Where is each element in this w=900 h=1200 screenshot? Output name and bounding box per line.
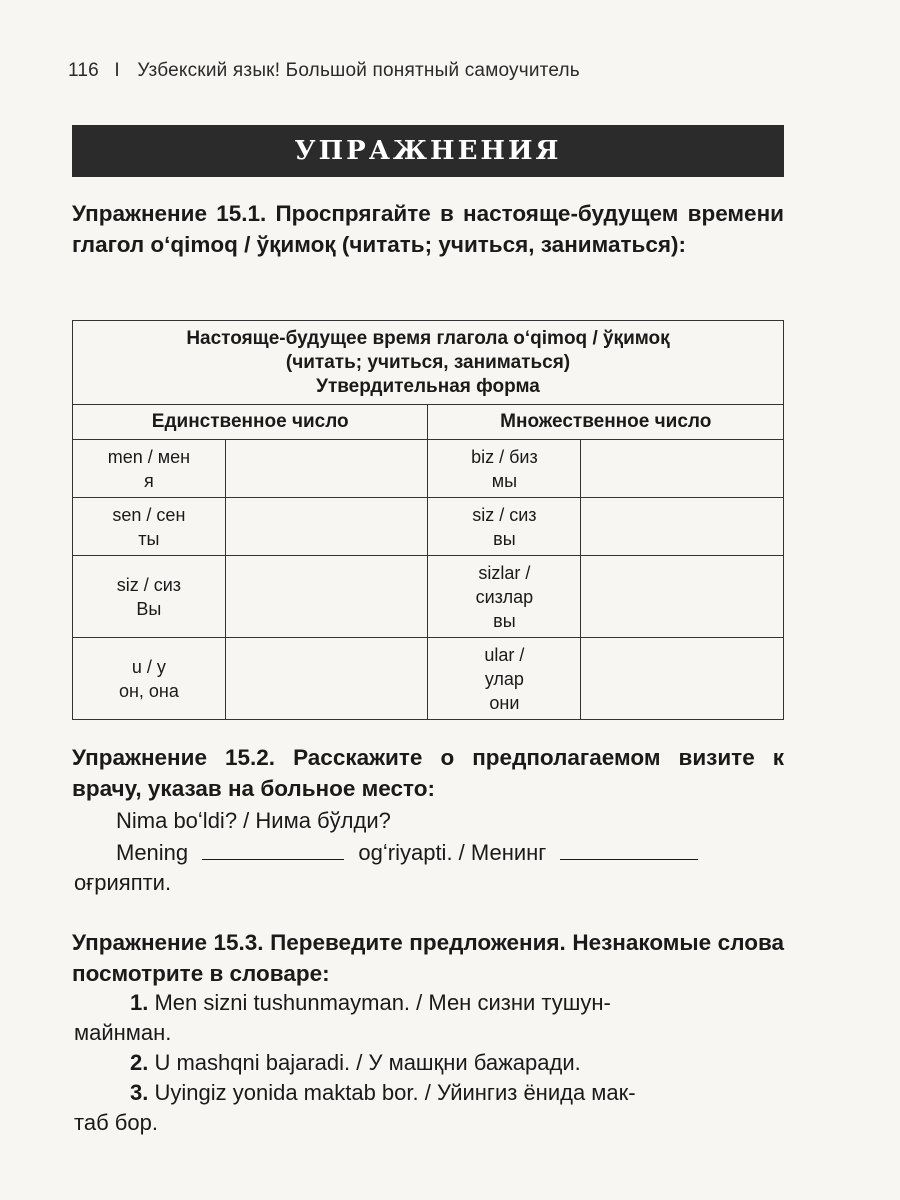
item-text: U mashqni bajaradi. / У машқни бажаради. [154, 1050, 581, 1075]
item-number: 2. [130, 1050, 149, 1075]
table-row [73, 556, 784, 638]
plural-pronoun-cell [428, 498, 581, 556]
page-number: 116 [68, 60, 99, 81]
exercise-15-2-line: оғрияпти. [74, 870, 172, 895]
table-title-line: Настояще-будущее время глагола oʻqimoq / ўқимоқ [186, 327, 670, 349]
item-number: 3. [130, 1080, 149, 1105]
pronoun-text: сизлар [475, 586, 534, 607]
plural-pronoun-cell [428, 556, 581, 638]
plural-answer-cell [581, 498, 784, 556]
table-title [73, 321, 784, 405]
item-number: 1. [130, 990, 149, 1015]
conjugation-table [72, 320, 784, 720]
list-item [130, 988, 611, 1018]
singular-pronoun-cell [73, 556, 226, 638]
pronoun-text: sizlar / [478, 562, 531, 583]
list-item [130, 1078, 636, 1108]
section-title: УПРАЖНЕНИЯ [294, 136, 562, 166]
table-title-line: Утвердительная форма [316, 375, 540, 397]
plural-answer-cell [581, 556, 784, 638]
pronoun-translation: они [489, 692, 520, 713]
singular-answer-cell [225, 440, 428, 498]
plural-answer-cell [581, 440, 784, 498]
pronoun-text: sen / сен [112, 504, 186, 525]
pronoun-text: u / у [131, 656, 166, 677]
pronoun-text: biz / биз [471, 446, 538, 467]
pronoun-translation: ты [138, 528, 160, 549]
singular-pronoun-cell [73, 440, 226, 498]
pronoun-translation: Вы [136, 598, 162, 619]
pronoun-text: улар [484, 668, 524, 689]
plural-pronoun-cell [428, 638, 581, 720]
table-row [73, 440, 784, 498]
exercise-15-2-line [116, 838, 698, 868]
singular-answer-cell [225, 556, 428, 638]
table-row [73, 498, 784, 556]
table-row [73, 638, 784, 720]
list-item [130, 1048, 581, 1078]
exercise-15-2-line: Nima boʻldi? / Нима бўлди? [116, 808, 391, 833]
pronoun-text: siz / сиз [116, 574, 182, 595]
pronoun-translation: вы [493, 610, 516, 631]
plural-pronoun-cell [428, 440, 581, 498]
header-separator: I [114, 60, 120, 81]
plural-answer-cell [581, 638, 784, 720]
book-title: Узбекский язык! Большой понятный самоучитель [137, 60, 580, 81]
item-text: Uyingiz yonida maktab bor. / Уйингиз ёнида мак- [154, 1080, 636, 1105]
pronoun-text: men / мен [107, 446, 191, 467]
singular-pronoun-cell [73, 638, 226, 720]
answer-blank[interactable] [202, 841, 344, 860]
exercise-15-1-heading: Упражнение 15.1. Проспрягайте в настояще-будущем времени глагол oʻqimoq / ўқимоқ (читать; учиться, заниматься): [72, 201, 784, 257]
pronoun-translation: я [144, 470, 154, 491]
item-text: Men sizni tushunmayman. / Мен сизни тушун- [154, 990, 611, 1015]
column-header-singular: Единственное число [73, 405, 428, 440]
pronoun-text: siz / сиз [472, 504, 537, 525]
column-header-plural: Множественное число [428, 405, 784, 440]
table-title-line: (читать; учиться, заниматься) [285, 351, 571, 373]
line-text: Mening [116, 840, 189, 865]
singular-answer-cell [225, 638, 428, 720]
answer-blank[interactable] [560, 841, 698, 860]
pronoun-text: ular / [484, 644, 525, 665]
list-item-continuation: таб бор. [74, 1110, 158, 1135]
line-text: ogʻriyapti. / Менинг [358, 840, 547, 865]
pronoun-translation: он, она [118, 680, 179, 701]
singular-answer-cell [225, 498, 428, 556]
singular-pronoun-cell [73, 498, 226, 556]
running-header [68, 60, 580, 82]
list-item-continuation: майнман. [74, 1020, 172, 1045]
section-title-bar [72, 125, 784, 177]
exercise-15-3-heading: Упражнение 15.3. Переведите предложения. Незнакомые слова посмотрите в словаре: [72, 930, 784, 986]
pronoun-translation: мы [491, 470, 518, 491]
pronoun-translation: вы [493, 528, 516, 549]
exercise-15-2-heading: Упражнение 15.2. Расскажите о предполагаемом визите к врачу, указав на больное место: [72, 745, 784, 801]
